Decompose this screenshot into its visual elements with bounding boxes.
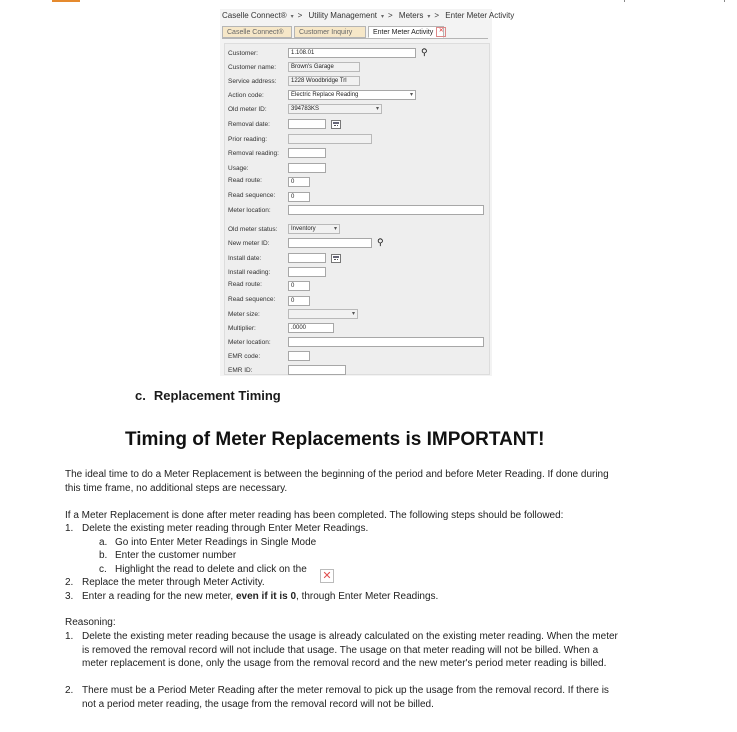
old-meter-status-label: Old meter status:	[228, 226, 278, 233]
tab-label: Customer Inquiry	[299, 29, 353, 36]
install-reading-field[interactable]	[288, 267, 326, 277]
service-address-field: 1228 Woodbridge Trl	[288, 76, 360, 86]
removal-reading-field[interactable]	[288, 148, 326, 158]
section-letter: c.	[135, 388, 146, 403]
emr-id-label: EMR ID:	[228, 367, 253, 374]
read-sequence-field[interactable]: 0	[288, 296, 310, 306]
install-date-field[interactable]	[288, 253, 326, 263]
old-meter-id-label: Old meter ID:	[228, 106, 267, 113]
calendar-icon[interactable]	[331, 120, 341, 129]
install-date-label: Install date:	[228, 255, 262, 262]
tab-label: Enter Meter Activity	[373, 29, 434, 36]
breadcrumb-item-utility[interactable]: Utility Management	[308, 11, 377, 20]
list-item	[65, 630, 625, 671]
list-item	[65, 576, 265, 590]
action-code-label: Action code:	[228, 92, 264, 99]
chevron-down-icon: ▾	[333, 226, 337, 232]
emr-code-label: EMR code:	[228, 353, 261, 360]
customer-name-field: Brown's Garage	[288, 62, 360, 72]
emr-code-field[interactable]	[288, 351, 310, 361]
close-icon[interactable]: ✕	[436, 27, 446, 37]
chevron-down-icon: ▾	[375, 106, 379, 112]
new-meter-id-label: New meter ID:	[228, 240, 270, 247]
action-code-select[interactable]	[288, 90, 416, 100]
breadcrumb-separator: >	[388, 11, 393, 20]
read-sequence-field[interactable]: 0	[288, 192, 310, 202]
list-item	[99, 549, 236, 563]
tab-enter-meter-activity[interactable]	[368, 26, 444, 38]
binoculars-icon[interactable]: ⚲	[377, 237, 384, 247]
breadcrumb-item-activity: Enter Meter Activity	[445, 11, 515, 20]
removal-date-label: Removal date:	[228, 121, 270, 128]
reason-text: Delete the existing meter reading because the usage is already calculated on the existing meter reading. When the meter is removed the removal record will not include that usage. The usage on that meter reading will not be billed. When a meter replacement is done, only the usage from the removal record and the new meter's period meter reading is billed.	[82, 631, 618, 669]
usage-field[interactable]	[288, 163, 326, 173]
removal-reading-label: Removal reading:	[228, 150, 279, 157]
tab-divider	[222, 38, 488, 39]
intro-paragraph: The ideal time to do a Meter Replacement is between the beginning of the period and before Meter Reading. If done during this time frame, no additional steps are necessary.	[65, 469, 609, 494]
read-route-label: Read route:	[228, 281, 262, 288]
list-item	[99, 536, 316, 550]
multiplier-label: Multiplier:	[228, 325, 256, 332]
install-reading-label: Install reading:	[228, 269, 271, 276]
meter-location-field[interactable]	[288, 337, 484, 347]
ruler-tick	[724, 0, 725, 2]
meter-location-label: Meter location:	[228, 339, 271, 346]
delete-icon: ✕	[320, 569, 334, 583]
reason-number: 2.	[65, 685, 74, 696]
steps-intro: If a Meter Replacement is done after meter reading has been completed. The following steps should be followed:	[65, 510, 564, 521]
list-item	[65, 590, 438, 604]
old-meter-status-select[interactable]	[288, 224, 340, 234]
prior-reading-field	[288, 134, 372, 144]
meter-location-field[interactable]	[288, 205, 484, 215]
step-text: Replace the meter through Meter Activity.	[82, 577, 265, 588]
binoculars-icon[interactable]: ⚲	[421, 47, 428, 57]
substep-text: Enter the customer number	[115, 550, 237, 561]
step-emphasis: even if it is 0	[235, 591, 297, 602]
substep-letter: c.	[99, 564, 107, 575]
step-number: 2.	[65, 577, 74, 588]
substep-text: Highlight the read to delete and click on the	[115, 564, 307, 575]
old-meter-status-value: Inventory	[291, 226, 316, 232]
page-title: Timing of Meter Replacements is IMPORTANT!	[125, 429, 545, 450]
meter-size-label: Meter size:	[228, 311, 260, 318]
step-text: Enter a reading for the new meter,	[82, 591, 236, 602]
read-sequence-label: Read sequence:	[228, 296, 276, 303]
meter-size-select[interactable]	[288, 309, 358, 319]
emr-id-field[interactable]	[288, 365, 346, 375]
chevron-down-icon: ▾	[409, 92, 413, 98]
read-route-label: Read route:	[228, 177, 262, 184]
prior-reading-label: Prior reading:	[228, 136, 268, 143]
old-meter-id-select[interactable]	[288, 104, 382, 114]
reason-text: There must be a Period Meter Reading after the meter removal to pick up the usage from the removal record. If there is not a period meter reading, the usage from the removal record will not be billed.	[82, 685, 609, 710]
meter-location-label: Meter location:	[228, 207, 271, 214]
chevron-down-icon[interactable]: ▾	[381, 14, 385, 20]
chevron-down-icon: ▾	[351, 311, 355, 317]
breadcrumb	[222, 11, 518, 25]
customer-field[interactable]: 1.108.01	[288, 48, 416, 58]
calendar-icon[interactable]	[331, 254, 341, 263]
action-code-value: Electric Replace Reading	[291, 92, 359, 98]
breadcrumb-separator: >	[434, 11, 440, 20]
app-screenshot	[220, 9, 515, 376]
read-sequence-label: Read sequence:	[228, 192, 276, 199]
section-heading	[135, 388, 289, 403]
page-accent-bar	[52, 0, 80, 2]
removal-date-field[interactable]	[288, 119, 326, 129]
chevron-down-icon[interactable]: ▾	[290, 14, 294, 20]
customer-label: Customer:	[228, 50, 258, 57]
reasoning-label: Reasoning:	[65, 617, 116, 628]
step-text: , through Enter Meter Readings.	[296, 591, 439, 602]
tab-customer-inquiry[interactable]	[294, 26, 366, 38]
step-number: 1.	[65, 523, 74, 534]
reason-number: 1.	[65, 631, 74, 642]
tab-caselle-connect[interactable]	[222, 26, 292, 38]
customer-name-label: Customer name:	[228, 64, 277, 71]
breadcrumb-separator: >	[297, 11, 303, 20]
old-meter-id-value: 394783KS	[291, 106, 320, 112]
step-text: Delete the existing meter reading through Enter Meter Readings.	[82, 523, 369, 534]
read-route-field[interactable]: 0	[288, 281, 310, 291]
new-meter-id-field[interactable]	[288, 238, 372, 248]
substep-text: Go into Enter Meter Readings in Single Mode	[115, 537, 317, 548]
breadcrumb-item-home[interactable]: Caselle Connect®	[222, 11, 287, 20]
list-item	[65, 522, 368, 536]
ruler-tick	[624, 0, 625, 2]
service-address-label: Service address:	[228, 78, 277, 85]
list-item	[65, 684, 625, 711]
meter-activity-form	[224, 43, 490, 375]
usage-label: Usage:	[228, 165, 249, 172]
substep-letter: b.	[99, 550, 108, 561]
chevron-down-icon[interactable]: ▾	[427, 14, 431, 20]
section-title: Replacement Timing	[153, 388, 281, 403]
step-number: 3.	[65, 591, 74, 602]
tab-label: Caselle Connect®	[227, 29, 284, 36]
substep-letter: a.	[99, 537, 108, 548]
multiplier-field[interactable]: .0000	[288, 323, 334, 333]
list-item	[99, 563, 307, 577]
breadcrumb-item-meters[interactable]: Meters	[398, 11, 424, 20]
read-route-field[interactable]: 0	[288, 177, 310, 187]
